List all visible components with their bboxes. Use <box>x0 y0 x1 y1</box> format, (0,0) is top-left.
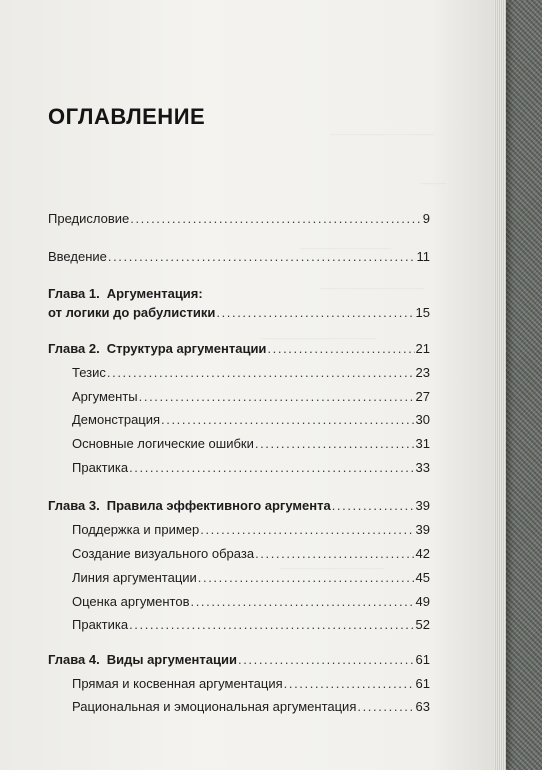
toc-entry-label: Аргументы <box>72 389 138 404</box>
toc-entry-label: Предисловие <box>48 211 130 226</box>
toc-entry-chapter-1[interactable] <box>48 305 430 321</box>
toc-page-number: 23 <box>415 365 430 380</box>
toc-entry-section[interactable] <box>72 546 430 562</box>
toc-page-number: 61 <box>415 676 430 691</box>
dot-leader <box>255 436 415 452</box>
dot-leader <box>139 389 415 405</box>
toc-page-number: 9 <box>422 211 430 226</box>
toc-page-number: 27 <box>415 389 430 404</box>
toc-page-number: 63 <box>415 699 430 714</box>
toc-page-number: 45 <box>415 570 430 585</box>
toc-page-number: 21 <box>415 341 430 356</box>
toc-page-number: 30 <box>415 412 430 427</box>
toc-entry-label: Создание визуального образа <box>72 546 255 561</box>
toc-entry-label: Прямая и косвенная аргументация <box>72 676 283 691</box>
toc-entry-section[interactable] <box>72 522 430 538</box>
toc-entry-label: Введение <box>48 249 107 264</box>
dot-leader <box>190 594 414 610</box>
dot-leader <box>267 341 414 357</box>
toc-entry-section[interactable] <box>72 389 430 405</box>
toc-chapter-1-heading[interactable] <box>48 286 203 302</box>
toc-entry-section[interactable] <box>72 436 430 452</box>
dot-leader <box>238 652 415 668</box>
dot-leader <box>332 498 415 514</box>
toc-page-number: 15 <box>415 305 430 320</box>
chapter-number: Глава 1. <box>48 286 100 301</box>
toc-page-number: 39 <box>415 522 430 537</box>
toc-entry-introduction[interactable] <box>48 249 430 265</box>
dot-leader <box>129 460 414 476</box>
chapter-title: Аргументация: <box>106 286 203 301</box>
fabric-background <box>500 0 542 770</box>
dot-leader <box>161 412 414 428</box>
dot-leader <box>108 249 416 265</box>
toc-page-number: 52 <box>415 617 430 632</box>
chapter-title: Структура аргументации <box>106 341 267 356</box>
toc-page-number: 11 <box>416 249 430 264</box>
chapter-number: Глава 3. <box>48 498 100 513</box>
toc-entry-section[interactable] <box>72 460 430 476</box>
toc-page-number: 39 <box>415 498 430 513</box>
toc-entry-section[interactable] <box>72 365 430 381</box>
chapter-title-continued: от логики до рабулистики <box>48 305 216 320</box>
toc-entry-section[interactable] <box>72 570 430 586</box>
toc-entry-section[interactable] <box>72 412 430 428</box>
dot-leader <box>129 617 414 633</box>
dot-leader <box>198 570 415 586</box>
dot-leader <box>200 522 414 538</box>
toc-entry-chapter-3[interactable] <box>48 498 430 514</box>
chapter-title: Виды аргументации <box>106 652 237 667</box>
toc-entry-label: Основные логические ошибки <box>72 436 254 451</box>
chapter-title: Правила эффективного аргумента <box>106 498 331 513</box>
dot-leader <box>130 211 422 227</box>
chapter-number: Глава 2. <box>48 341 100 356</box>
toc-page-number: 31 <box>415 436 430 451</box>
toc-entry-label: Практика <box>72 617 129 632</box>
toc-entry-label: Поддержка и пример <box>72 522 200 537</box>
chapter-number: Глава 4. <box>48 652 100 667</box>
dot-leader <box>107 365 415 381</box>
bleed-through: ———————— —— ——————— ———————— ————————— ———————— <box>260 126 446 575</box>
toc-entry-section[interactable] <box>72 594 430 610</box>
toc-page-number: 49 <box>415 594 430 609</box>
toc-entry-label: Тезис <box>72 365 106 380</box>
toc-entry-chapter-4[interactable] <box>48 652 430 668</box>
toc-entry-preface[interactable] <box>48 211 430 227</box>
dot-leader <box>216 305 414 321</box>
toc-entry-label: Оценка аргументов <box>72 594 190 609</box>
page-title: ОГЛАВЛЕНИЕ <box>48 104 206 129</box>
toc-entry-label: Рациональная и эмоциональная аргументация <box>72 699 357 714</box>
toc-entry-section[interactable] <box>72 676 430 692</box>
toc-entry-section[interactable] <box>72 699 430 715</box>
toc-page-number: 42 <box>415 546 430 561</box>
toc-entry-label: Линия аргументации <box>72 570 197 585</box>
toc-page-number: 61 <box>415 652 430 667</box>
toc-entry-chapter-2[interactable] <box>48 341 430 357</box>
toc-page-number: 33 <box>415 460 430 475</box>
toc-entry-section[interactable] <box>72 617 430 633</box>
toc-entry-label: Демонстрация <box>72 412 161 427</box>
dot-leader <box>255 546 414 562</box>
dot-leader <box>284 676 415 692</box>
dot-leader <box>357 699 414 715</box>
toc-entry-label: Практика <box>72 460 129 475</box>
